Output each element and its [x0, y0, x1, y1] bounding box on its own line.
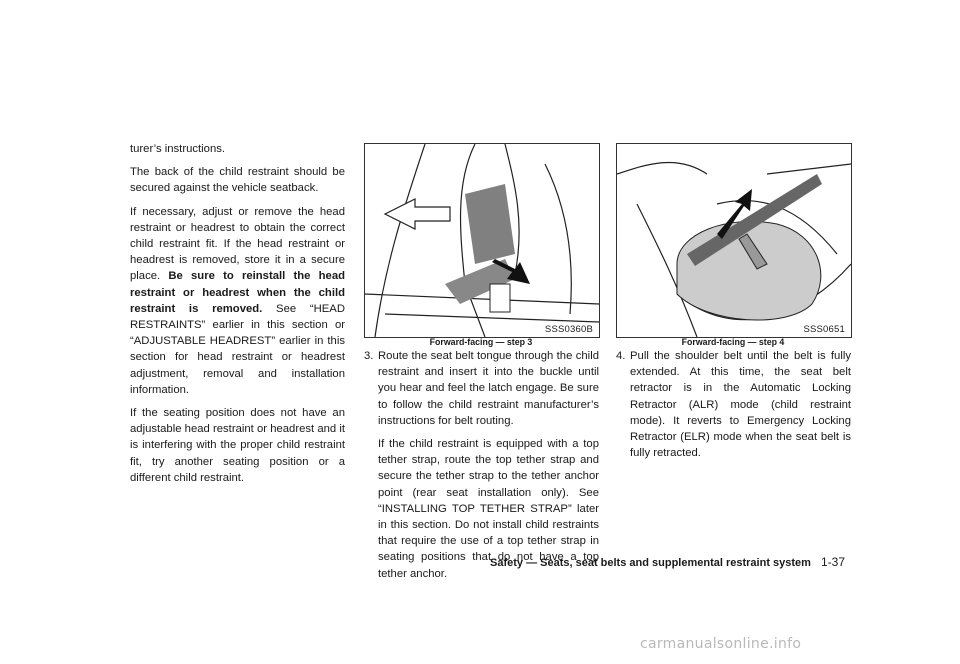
- step-number: 4.: [616, 350, 626, 362]
- step-4-instructions: Pull the shoulder belt until the belt is fully extended. At this time, the seat belt retractor is in the Automatic Locking Retractor (ALR) mode (child restraint mode). It reverts to Emergency Locking Retractor (ELR) mode when the seat belt is fully retracted.: [630, 350, 851, 460]
- head-restraint-reference: See “HEAD RESTRAINTS” earlier in this section or “ADJUSTABLE HEADREST” earlier in this section for head restraint or headrest adjustment, removal and installation information.: [130, 302, 346, 396]
- figure-code: SSS0651: [803, 324, 845, 335]
- step-3-tether: If the child restraint is equipped with a top tether strap, route the top tether strap and secure the tether strap to the tether anchor point (rear seat installation only). See “INSTALLING TOP TETHER STRAP” later in this section. Do not install child restraints that require the use of a top tether strap in seating positions that do not have a top tether anchor.: [378, 438, 599, 580]
- head-restraint-text: If necessary, adjust or remove the head restraint or headrest to obtain the correct child restraint fit. If the head restraint or headrest is removed, store it in a secure place.: [130, 205, 345, 283]
- paragraph-seatback: The back of the child restraint should be secured against the vehicle seatback.: [130, 166, 345, 195]
- step-4: [616, 348, 851, 468]
- figure-code: SSS0360B: [544, 324, 593, 335]
- step-3: [364, 348, 599, 589]
- watermark: carmanualsonline.info: [640, 636, 802, 652]
- step-3-instructions: Route the seat belt tongue through the child restraint and insert it into the buckle until you hear and feel the latch engage. Be sure to follow the child restraint manufacturer’s instructions for belt routing.: [378, 350, 599, 427]
- figure-caption: Forward-facing — step 3: [429, 337, 533, 347]
- figure-step-3: [364, 143, 600, 338]
- page-number: 1-37: [820, 555, 845, 569]
- text-column-1: [130, 141, 345, 493]
- figure-caption: Forward-facing — step 4: [681, 337, 785, 347]
- child-seat-belt-illustration: [617, 144, 851, 337]
- seat-belt-buckle-illustration: [365, 144, 599, 337]
- page-footer: [490, 555, 870, 569]
- paragraph-continuation: turer’s instructions.: [130, 143, 226, 155]
- paragraph-head-restraint: [130, 204, 345, 398]
- paragraph-seating-position: If the seating position does not have an adjustable head restraint or headrest and it is interfering with the proper child restraint fit, try another seating position or a different child restraint.: [130, 407, 345, 484]
- step-number: 3.: [364, 350, 374, 362]
- section-title: Safety — Seats, seat belts and supplemental restraint system: [490, 557, 811, 569]
- head-restraint-warning: Be sure to reinstall the head restraint or headrest when the child restraint is removed.: [130, 270, 346, 315]
- figure-step-4: [616, 143, 852, 338]
